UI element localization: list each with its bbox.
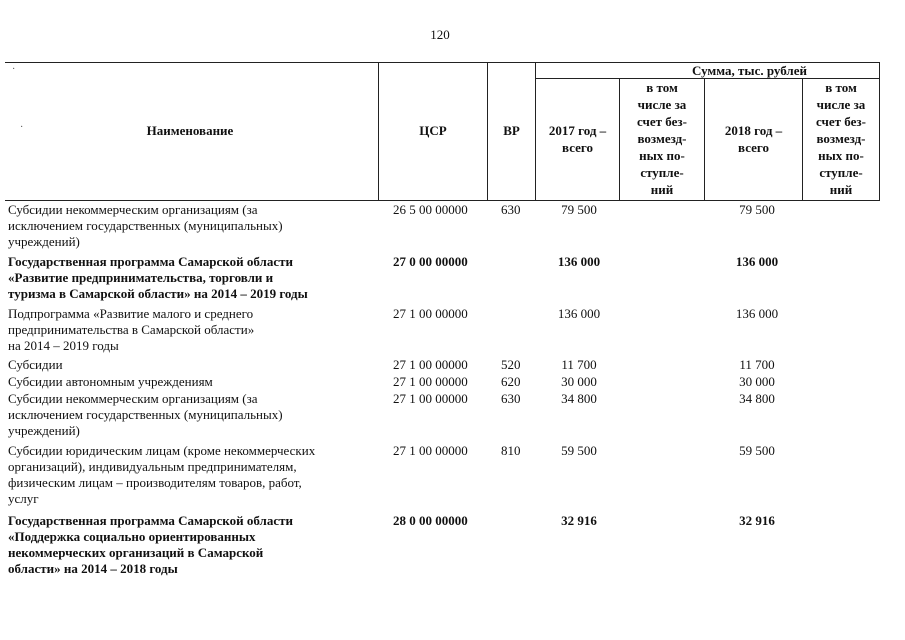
row-2017-total: 59 500: [561, 443, 597, 458]
page-number: 120: [430, 27, 450, 42]
row-2017-total: 30 000: [561, 374, 597, 389]
row-name: Государственная программа Самарской области «Поддержка социально ориентированных некоммерческих организаций в Самарской области» на 2014 – 2018 годы: [8, 513, 293, 576]
row-csr: 27 1 00 00000: [393, 374, 468, 389]
row-2018-total: 136 000: [735, 306, 779, 321]
row-vr: 810: [501, 443, 521, 458]
row-2018-total: 79 500: [739, 202, 775, 217]
row-csr: 27 1 00 00000: [393, 391, 468, 406]
row-vr: 620: [501, 374, 521, 389]
header-2017-total: 2017 год – всего: [548, 123, 607, 155]
header-csr: ЦСР: [419, 123, 447, 138]
header-vr: ВР: [503, 123, 520, 138]
row-csr: 27 1 00 00000: [393, 357, 468, 372]
header-sum-group: Сумма, тыс. рублей: [692, 63, 807, 78]
header-2017-free: в том числе за счет без- возмезд- ных по- ступле- ний: [637, 80, 687, 197]
row-2018-total: 34 800: [739, 391, 775, 406]
row-name: Субсидии: [8, 357, 63, 372]
row-2018-total: 136 000: [735, 254, 779, 269]
row-2018-total: 11 700: [739, 357, 775, 372]
row-vr: 630: [501, 391, 521, 406]
header-name: Наименование: [146, 123, 234, 138]
row-name: Субсидии некоммерческим организациям (за исключением государственных (муниципальных) учреждений): [8, 202, 283, 249]
table-right-border: [879, 62, 880, 200]
row-csr: 27 1 00 00000: [393, 306, 468, 321]
row-2017-total: 79 500: [561, 202, 597, 217]
row-csr: 27 1 00 00000: [393, 443, 468, 458]
row-2018-total: 30 000: [739, 374, 775, 389]
header-2018-total: 2018 год – всего: [724, 123, 783, 155]
row-2017-total: 136 000: [557, 306, 601, 321]
row-name: Подпрограмма «Развитие малого и среднего предпринимательства в Самарской области» на 2014 – 2019 годы: [8, 306, 255, 353]
row-name: Государственная программа Самарской области «Развитие предпринимательства, торговли и туризма в Самарской области» на 2014 – 2019 годы: [8, 254, 308, 301]
row-name: Субсидии юридическим лицам (кроме некоммерческих организаций), индивидуальным предпринимателям, физическим лицам – производителям товаров, работ, услуг: [8, 443, 316, 506]
row-2017-total: 32 916: [561, 513, 597, 528]
scan-mark: ·: [12, 64, 16, 75]
row-name: Субсидии некоммерческим организациям (за исключением государственных (муниципальных) учреждений): [8, 391, 283, 438]
row-vr: 630: [501, 202, 521, 217]
row-name: Субсидии автономным учреждениям: [8, 374, 213, 389]
row-2018-total: 32 916: [739, 513, 775, 528]
row-csr: 26 5 00 00000: [393, 202, 468, 217]
row-vr: 520: [501, 357, 521, 372]
row-2017-total: 11 700: [561, 357, 597, 372]
row-2017-total: 34 800: [561, 391, 597, 406]
header-2018-free: в том числе за счет без- возмезд- ных по- ступле- ний: [816, 80, 866, 197]
scan-mark: ·: [20, 122, 24, 133]
row-csr: 28 0 00 00000: [393, 513, 468, 528]
row-csr: 27 0 00 00000: [393, 254, 468, 269]
header-bottom-border: [5, 200, 880, 201]
row-2018-total: 59 500: [739, 443, 775, 458]
row-2017-total: 136 000: [557, 254, 601, 269]
